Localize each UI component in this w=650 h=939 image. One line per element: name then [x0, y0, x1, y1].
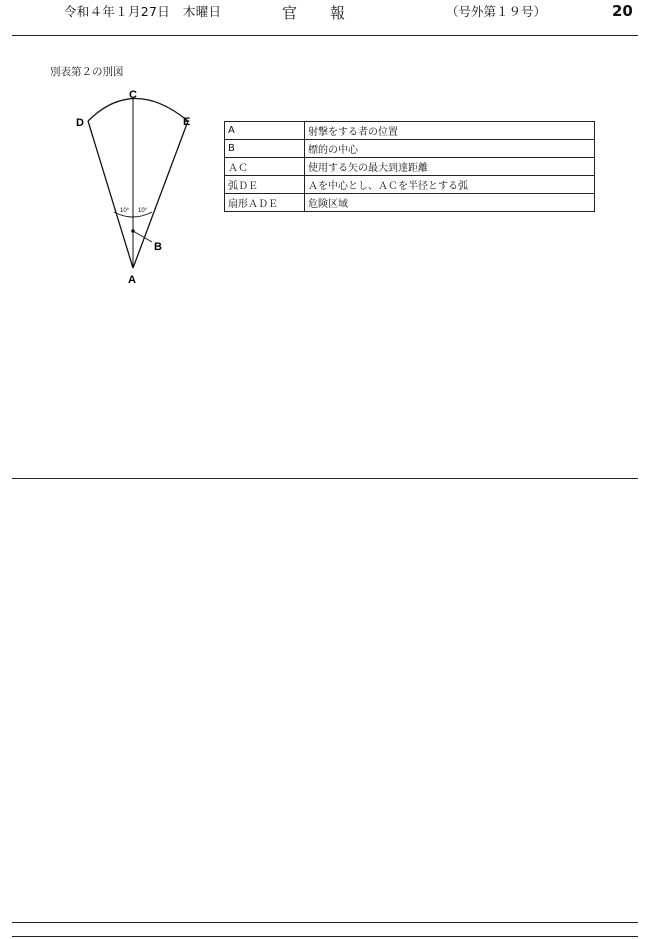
figure-caption: 別表第２の別図 [50, 66, 124, 78]
legend-symbol: 弧ＤＥ [225, 176, 305, 194]
page-header [0, 0, 650, 22]
label-c: C [129, 89, 137, 101]
legend-symbol: 扇形ＡＤＥ [225, 194, 305, 212]
label-e: E [183, 116, 191, 128]
table-row [225, 176, 595, 194]
label-d: D [76, 117, 84, 129]
legend-symbol: A [225, 122, 305, 140]
legend-description: 標的の中心 [305, 140, 595, 158]
legend-symbol: B [225, 140, 305, 158]
legend-table [224, 121, 595, 212]
footer-rule [12, 922, 638, 923]
legend-description: Ａを中心とし、ＡＣを半径とする弧 [305, 176, 595, 194]
page-number: 20 [612, 2, 633, 20]
danger-zone-diagram [70, 84, 200, 290]
table-row [225, 158, 595, 176]
footer-rule-bottom [12, 936, 638, 937]
gazette-title: 官 報 [282, 4, 347, 22]
legend-description: 使用する矢の最大到達距離 [305, 158, 595, 176]
angle-label-left: 10° [120, 208, 130, 214]
table-row [225, 122, 595, 140]
issue-number: （号外第１９号） [446, 4, 547, 19]
table-row [225, 194, 595, 212]
legend-symbol: ＡＣ [225, 158, 305, 176]
legend-description: 射撃をする者の位置 [305, 122, 595, 140]
table-row [225, 140, 595, 158]
publication-date: 令和４年１月27日 木曜日 [64, 4, 222, 19]
edge-ad [88, 121, 133, 268]
header-rule [12, 35, 638, 36]
arc-de [88, 99, 188, 122]
label-b: B [154, 241, 162, 253]
legend-description: 危険区域 [305, 194, 595, 212]
label-a: A [128, 274, 136, 286]
section-divider [12, 478, 638, 479]
leader-b [133, 231, 152, 242]
angle-label-right: 10° [138, 208, 148, 214]
